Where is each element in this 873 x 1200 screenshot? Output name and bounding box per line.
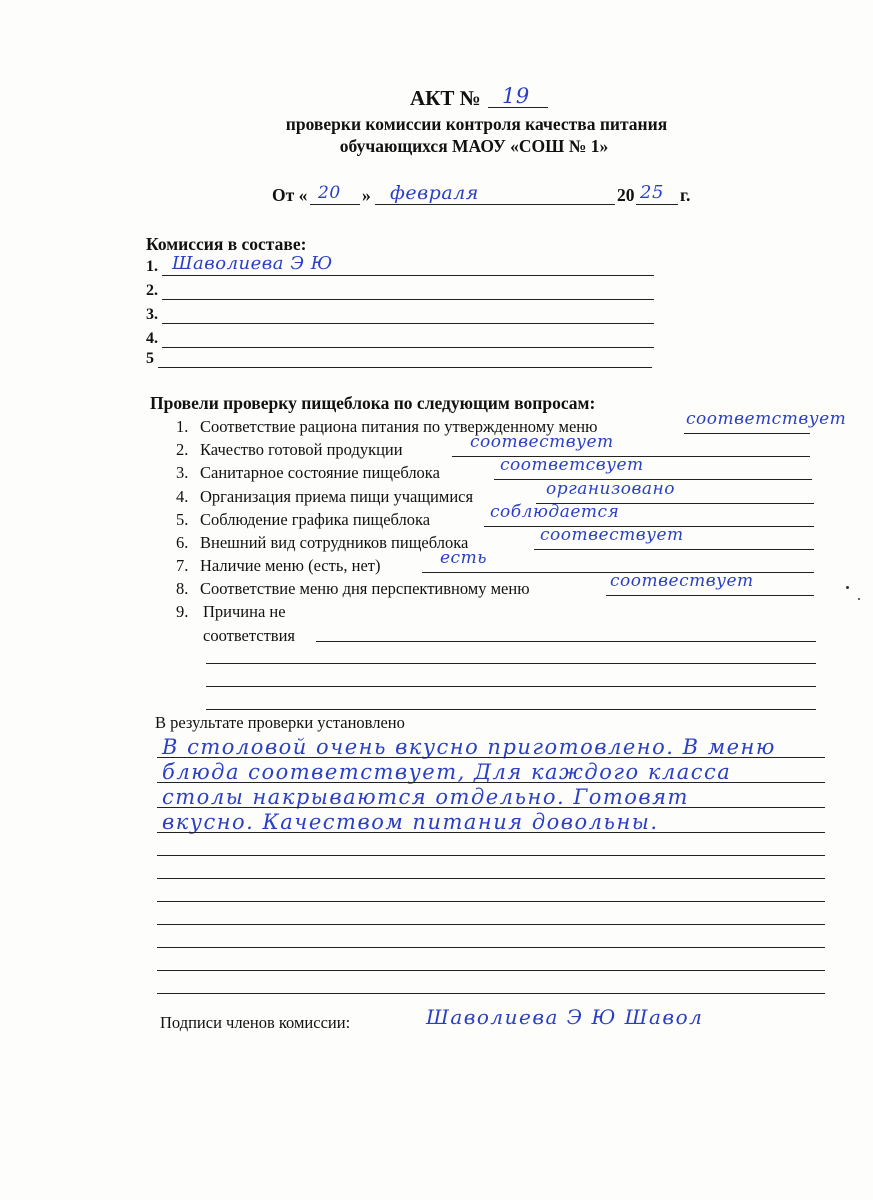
question-text: Наличие меню (есть, нет) — [200, 556, 381, 575]
reason-line — [206, 663, 816, 664]
subtitle-line2: обучающихся МАОУ «СОШ № 1» — [339, 136, 609, 156]
member-number: 5 — [146, 350, 154, 367]
question-answer: есть — [440, 548, 487, 568]
inspection-heading: Провели проверку пищеблока по следующим вопросам: — [150, 393, 596, 413]
act-number-line — [488, 107, 548, 108]
question-number: 2. — [176, 440, 189, 459]
answer-line — [534, 549, 814, 550]
act-title: АКТ № — [410, 86, 481, 110]
question-number: 7. — [176, 556, 189, 575]
member-line — [162, 347, 654, 348]
question-text: Санитарное состояние пищеблока — [200, 463, 440, 482]
answer-line — [684, 433, 810, 434]
result-line — [157, 901, 825, 902]
result-line — [157, 782, 825, 783]
question-number: 4. — [176, 487, 189, 506]
question-number: 6. — [176, 533, 189, 552]
reason-line — [206, 709, 816, 710]
question-text: Причина не — [203, 602, 286, 621]
date-year-line — [636, 204, 678, 205]
result-text-line: столы накрываются отдельно. Готовят — [162, 785, 689, 809]
commission-label: Комиссия в составе: — [146, 234, 307, 254]
date-quote-close: » — [362, 185, 371, 205]
result-line — [157, 878, 825, 879]
result-line — [157, 970, 825, 971]
question-text: Внешний вид сотрудников пищеблока — [200, 533, 469, 552]
subtitle-line1: проверки комиссии контроля качества питания — [285, 114, 668, 134]
question-answer: соответствует — [686, 409, 847, 429]
date-month: февраля — [390, 182, 479, 204]
question-text: Качество готовой продукции — [200, 440, 403, 459]
question-text: Соблюдение графика пищеблока — [200, 510, 431, 529]
scan-speck — [858, 598, 860, 600]
question-text: Организация приема пищи учащимися — [200, 487, 474, 506]
question-text: соответствия — [203, 626, 295, 645]
question-answer: соотвествует — [610, 571, 754, 591]
result-label: В результате проверки установлено — [155, 713, 405, 732]
date-year-suffix: 25 — [640, 182, 664, 203]
signatures-value: Шаволиева Э Ю Шавол — [426, 1005, 704, 1029]
result-line — [157, 757, 825, 758]
date-day-line — [310, 204, 360, 205]
result-text-line: вкусно. Качеством питания довольны. — [162, 810, 659, 834]
question-number: 8. — [176, 579, 189, 598]
answer-line — [606, 595, 814, 596]
member-name: Шаволиева Э Ю — [172, 253, 333, 274]
question-answer: организовано — [546, 479, 675, 499]
question-answer: соотвествует — [470, 432, 614, 452]
member-line — [162, 275, 654, 276]
question-number: 5. — [176, 510, 189, 529]
result-line — [157, 993, 825, 994]
result-line — [157, 855, 825, 856]
question-answer: соответсвует — [500, 455, 644, 475]
member-number: 3. — [146, 306, 158, 323]
result-line — [157, 947, 825, 948]
reason-line — [206, 686, 816, 687]
result-line — [157, 924, 825, 925]
result-text-line: блюда соответствует, Для каждого класса — [162, 760, 732, 784]
act-number: 19 — [502, 84, 530, 108]
member-number: 2. — [146, 282, 158, 299]
signatures-label: Подписи членов комиссии: — [160, 1013, 351, 1032]
member-line — [162, 299, 654, 300]
question-text: Соответствие меню дня перспективному меню — [200, 579, 530, 598]
date-year-unit: г. — [680, 185, 691, 205]
question-number: 3. — [176, 463, 189, 482]
result-line — [157, 832, 825, 833]
date-from-label: От « — [272, 185, 308, 205]
member-line — [162, 323, 654, 324]
member-number: 4. — [146, 330, 158, 347]
result-text-line: В столовой очень вкусно приготовлено. В меню — [162, 735, 776, 759]
date-month-line — [375, 204, 615, 205]
date-year-prefix: 20 — [617, 185, 635, 205]
question-number: 1. — [176, 417, 189, 436]
question-answer: соотвествует — [540, 525, 684, 545]
question-text: Соответствие рациона питания по утвержденному меню — [200, 417, 598, 436]
result-line — [157, 807, 825, 808]
member-number: 1. — [146, 258, 158, 275]
scan-speck — [846, 586, 849, 589]
member-line — [158, 367, 652, 368]
date-day: 20 — [318, 183, 341, 203]
question-answer: соблюдается — [490, 502, 620, 522]
reason-line — [316, 641, 816, 642]
question-number: 9. — [176, 602, 189, 621]
